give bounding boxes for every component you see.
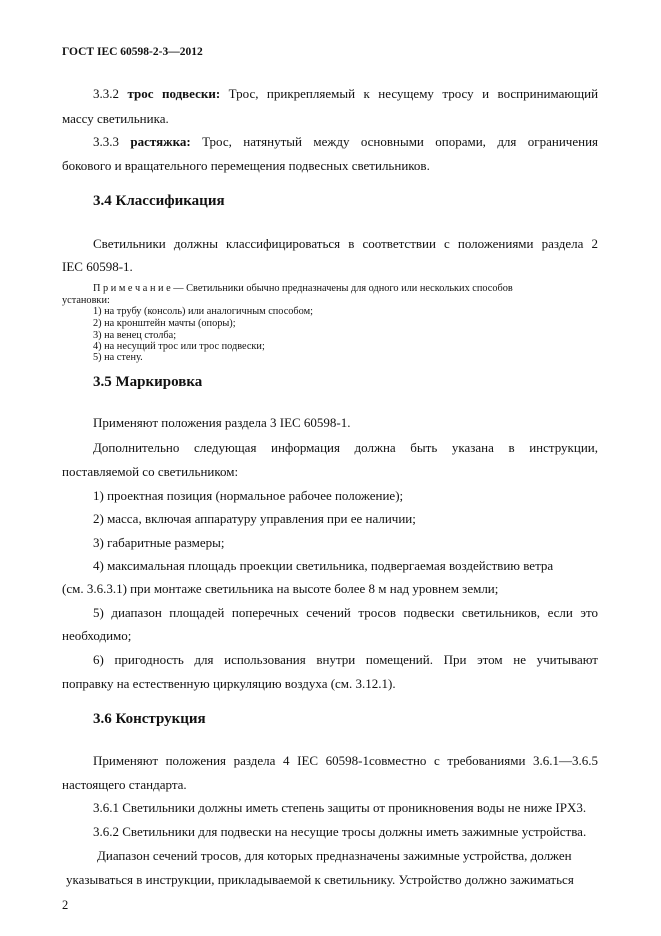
section-title-marking: 3.5 Маркировка: [93, 374, 203, 390]
marking-item-1: 1) проектная позиция (нормальное рабочее положение);: [93, 488, 404, 503]
note-line1: П р и м е ч а н и е — Светильники обычно предназначены для одного или нескольких способов: [93, 283, 513, 294]
marking-p1: Применяют положения раздела 3 IEC 60598-1.: [93, 415, 351, 430]
paragraph-361: 3.6.1 Светильники должны иметь степень защиты от проникновения воды не ниже IPX3.: [93, 800, 587, 815]
marking-p2-line2: поставляемой со светильником:: [62, 464, 239, 479]
cable-range-line2: указываться в инструкции, прикладываемой к светильнику. Устройство должно зажиматься: [66, 872, 574, 887]
classification-para-line2: IEC 60598-1.: [62, 259, 133, 274]
paragraph-362: 3.6.2 Светильники для подвески на несущие тросы должны иметь зажимные устройства.: [93, 824, 587, 839]
construction-p1-line1: Применяют положения раздела 4 IEC 60598-1совместно с требованиями 3.6.1—3.6.5: [93, 753, 598, 768]
term-suspension-cable: трос подвески:: [127, 86, 221, 101]
marking-item-4-line1: 4) максимальная площадь проекции светильника, подвергаемая воздействию ветра: [93, 558, 554, 573]
classification-para-line1: Светильники должны классифицироваться в соответствии с положениями раздела 2: [93, 236, 598, 251]
marking-item-6-line1: 6) пригодность для использования внутри помещений. При этом не учитывают: [93, 652, 598, 667]
page-number: 2: [62, 898, 69, 912]
note-item: 2) на кронштейн мачты (опоры);: [93, 318, 236, 329]
note-item: 4) на несущий трос или трос подвески;: [93, 341, 265, 352]
section-title-construction: 3.6 Конструкция: [93, 711, 206, 727]
note-line2: установки:: [62, 295, 110, 306]
marking-p2-line1: Дополнительно следующая информация должна быть указана в инструкции,: [93, 440, 598, 455]
section-title-classification: 3.4 Классификация: [93, 193, 225, 209]
cable-range-line1: Диапазон сечений тросов, для которых предназначены зажимные устройства, должен: [97, 848, 572, 863]
marking-item-3: 3) габаритные размеры;: [93, 535, 225, 550]
marking-item-5-line2: необходимо;: [62, 628, 132, 643]
note-item: 1) на трубу (консоль) или аналогичным способом;: [93, 306, 313, 317]
paragraph-332-line2: массу светильника.: [62, 111, 169, 126]
document-header: ГОСТ IEC 60598-2-3—2012: [62, 46, 203, 58]
paragraph-333-line1: 3.3.3 растяжка: Трос, натянутый между основными опорами, для ограничения: [93, 134, 599, 149]
note-item: 3) на венец столба;: [93, 330, 177, 341]
marking-item-2: 2) масса, включая аппаратуру управления при ее наличии;: [93, 511, 416, 526]
note-label: П р и м е ч а н и е: [93, 283, 171, 294]
paragraph-333-line2: бокового и вращательного перемещения подвесных светильников.: [62, 158, 430, 173]
paragraph-332-line1: 3.3.2 трос подвески: Трос, прикрепляемый к несущему тросу и воспринимающий: [93, 86, 599, 101]
marking-item-4-line2: (см. 3.6.3.1) при монтаже светильника на высоте более 8 м над уровнем земли;: [62, 581, 499, 596]
note-item: 5) на стену.: [93, 352, 143, 363]
marking-item-5-line1: 5) диапазон площадей поперечных сечений тросов подвески светильников, если это: [93, 605, 598, 620]
marking-item-6-line2: поправку на естественную циркуляцию воздуха (см. 3.12.1).: [62, 676, 396, 691]
construction-p1-line2: настоящего стандарта.: [62, 777, 187, 792]
term-guy-wire: растяжка:: [130, 134, 191, 149]
